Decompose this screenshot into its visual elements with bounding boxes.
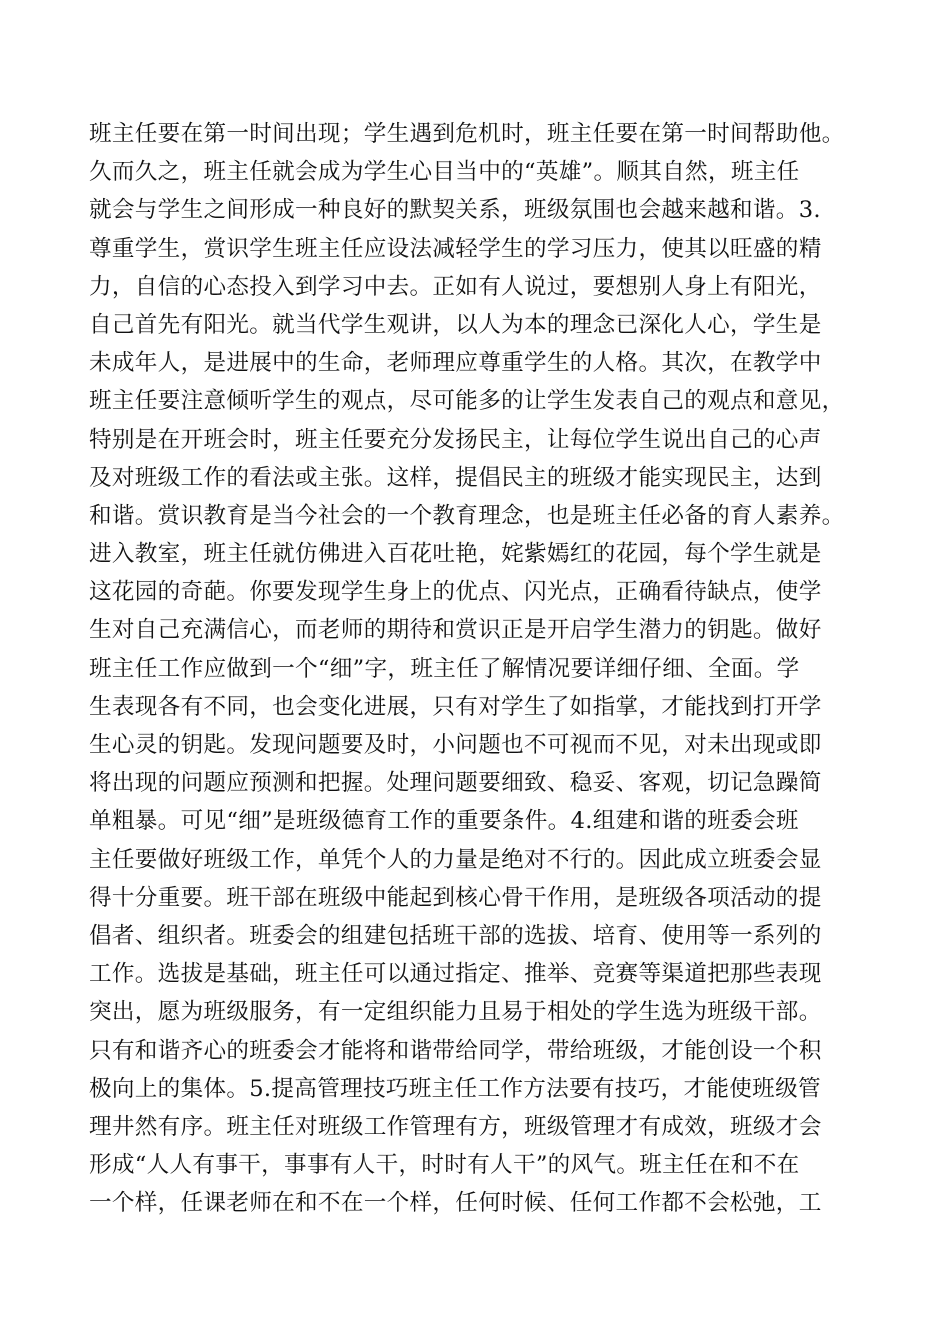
text-line: 得十分重要。班干部在班级中能起到核心骨干作用，是班级各项活动的提 [89,884,822,911]
text-line: 班主任工作应做到一个“细”字，班主任了解情况要详细仔细、全面。学 [89,655,800,682]
text-line: 这花园的奇葩。你要发现学生身上的优点、闪光点，正确看待缺点，使学 [89,579,822,606]
text-line: 将出现的问题应预测和把握。处理问题要细致、稳妥、客观，切记急躁简 [89,770,822,797]
text-line: 就会与学生之间形成一种良好的默契关系，班级氛围也会越来越和谐。3. [89,197,821,224]
text-line: 生心灵的钥匙。发现问题要及时，小问题也不可视而不见，对未出现或即 [89,732,822,758]
text-line: 主任要做好班级工作，单凭个人的力量是绝对不行的。因此成立班委会显 [89,846,822,873]
text-line: 久而久之，班主任就会成为学生心目当中的“英雄”。顺其自然，班主任 [89,159,800,186]
text-line: 生对自己充满信心，而老师的期待和赏识正是开启学生潜力的钥匙。做好 [89,617,822,644]
text-line: 尊重学生，赏识学生班主任应设法减轻学生的学习压力，使其以旺盛的精 [89,235,822,262]
text-line: 班主任要在第一时间出现；学生遇到危机时，班主任要在第一时间帮助他。 [89,121,845,147]
text-line: 单粗暴。可见“细”是班级德育工作的重要条件。4.组建和谐的班委会班 [89,808,799,835]
text-line: 形成“人人有事干，事事有人干，时时有人干”的风气。班主任在和不在 [89,1152,800,1179]
text-line: 一个样，任课老师在和不在一个样，任何时候、任何工作都不会松弛，工 [89,1190,822,1217]
text-line: 进入教室，班主任就仿佛进入百花吐艳，姹紫嫣红的花园，每个学生就是 [89,541,822,568]
text-line: 倡者、组织者。班委会的组建包括班干部的选拔、培育、使用等一系列的 [89,922,822,949]
text-line: 及对班级工作的看法或主张。这样，提倡民主的班级才能实现民主，达到 [89,464,822,491]
text-line: 未成年人，是进展中的生命，老师理应尊重学生的人格。其次，在教学中 [89,350,822,377]
text-line: 只有和谐齐心的班委会才能将和谐带给同学，带给班级，才能创设一个积 [89,1037,822,1064]
text-line: 力，自信的心态投入到学习中去。正如有人说过，要想别人身上有阳光， [89,273,822,300]
text-line: 突出，愿为班级服务，有一定组织能力且易于相处的学生选为班级干部。 [89,999,822,1026]
text-line: 生表现各有不同，也会变化进展，只有对学生了如指掌，才能找到打开学 [89,693,822,720]
document-body [89,115,869,1222]
text-line: 和谐。赏识教育是当今社会的一个教育理念，也是班主任必备的育人素养。 [89,502,845,529]
text-line: 工作。选拔是基础，班主任可以通过指定、推举、竞赛等渠道把那些表现 [89,961,822,988]
text-line: 理井然有序。班主任对班级工作管理有方，班级管理才有成效，班级才会 [89,1113,822,1140]
text-line: 自己首先有阳光。就当代学生观讲，以人为本的理念已深化人心，学生是 [89,311,822,338]
text-line: 极向上的集体。5.提高管理技巧班主任工作方法要有技巧，才能使班级管 [89,1075,821,1102]
text-line: 班主任要注意倾听学生的观点，尽可能多的让学生发表自己的观点和意见， [89,388,845,415]
text-line: 特别是在开班会时，班主任要充分发扬民主，让每位学生说出自己的心声 [89,426,822,453]
